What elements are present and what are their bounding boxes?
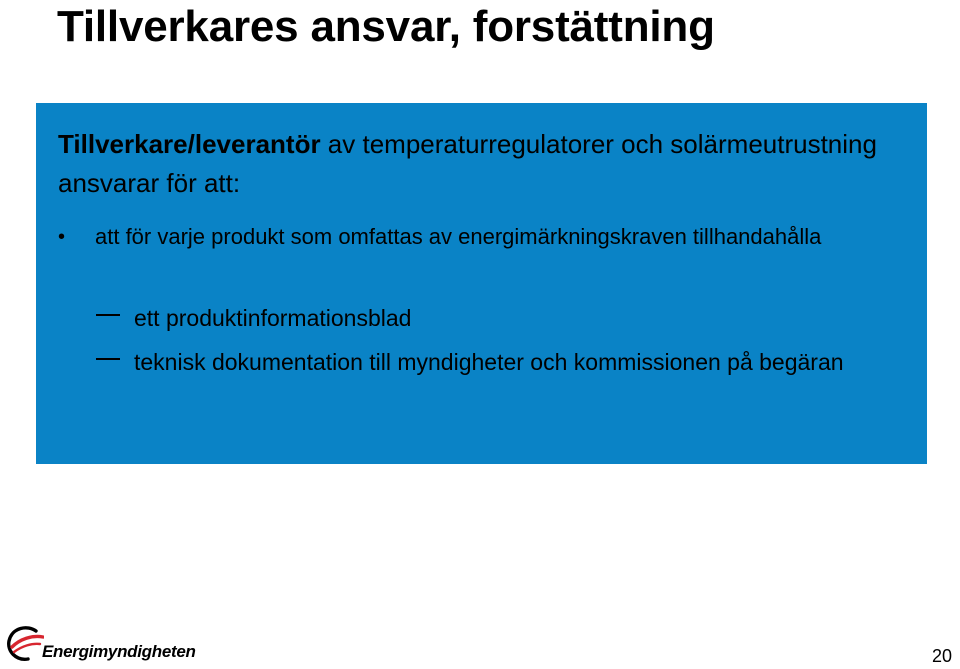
bullet-item — [58, 221, 898, 253]
bullet-marker: • — [58, 226, 66, 248]
dash-marker — [96, 358, 120, 360]
page-number: 20 — [931, 646, 952, 666]
intro-rest: av temperaturregulatorer och solärmeutrustning ansvarar för att: — [58, 129, 877, 198]
energimyndigheten-logo-icon — [6, 625, 44, 665]
dash-marker — [96, 314, 120, 316]
intro-text — [58, 125, 898, 203]
logo-text: Energimyndigheten — [42, 642, 196, 661]
energimyndigheten-logo — [6, 625, 206, 665]
sub-item-text: ett produktinformationsblad — [134, 305, 412, 331]
slide-title: Tillverkares ansvar, forstättning — [57, 2, 715, 51]
bullet-text: att för varje produkt som omfattas av energimärkningskraven tillhandahålla — [95, 224, 822, 249]
sub-item-text: teknisk dokumentation till myndigheter och kommissionen på begäran — [134, 349, 844, 375]
sub-item — [96, 301, 896, 335]
content-panel — [36, 103, 927, 464]
intro-bold: Tillverkare/leverantör — [58, 129, 321, 159]
sub-item — [96, 345, 896, 379]
